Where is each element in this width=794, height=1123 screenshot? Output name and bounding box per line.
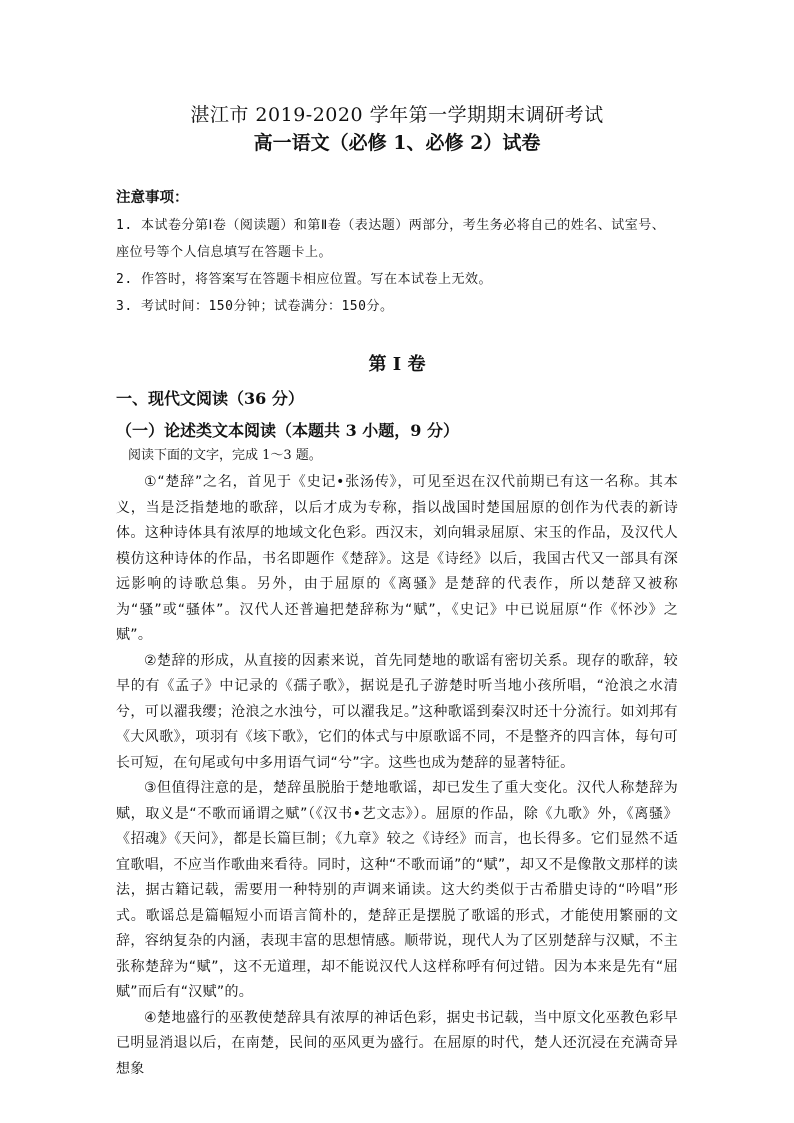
notice-heading: 注意事项：: [116, 189, 189, 206]
notice-item: 2. 作答时，将答案写在答题卡相应位置。写在本试卷上无效。: [116, 272, 492, 287]
section-heading: 一、现代文阅读（36 分）: [116, 389, 304, 408]
subsection-heading: （一）论述类文本阅读（本题共 3 小题，9 分）: [116, 421, 459, 440]
passage-paragraph: ③但值得注意的是，楚辞虽脱胎于楚地歌谣，却已发生了重大变化。汉代人称楚辞为赋，取义是“不歌而诵谓之赋”（《汉书•艺文志》）。屈原的作品，除《九歌》外，《离骚》《招魂》《天问》，都是长篇巨制；《九章》较之《诗经》而言，也长得多。它们显然不适宜歌唱，不应当作歌曲来看待。同时，这种“不歌而诵”的“赋”，却又不是像散文那样的读法，据古籍记载，需要用一种特别的声调来诵读。这大约类似于古希腊史诗的“吟唱”形式。歌谣总是篇幅短小而语言简朴的，楚辞正是摆脱了歌谣的形式，才能使用繁丽的文辞，容纳复杂的内涵，表现丰富的思想情感。顺带说，现代人为了区别楚辞与汉赋，不主张称楚辞为“赋”，这不无道理，却不能说汉代人这样称呼有何过错。因为本来是先有“屈赋”而后有“汉赋”的。: [116, 780, 678, 1000]
reading-passage: [116, 470, 678, 1082]
volume-title: 第 I 卷: [368, 354, 426, 375]
notice-list: [116, 212, 688, 320]
passage-paragraph: ④楚地盛行的巫教使楚辞具有浓厚的神话色彩，据史书记载，当中原文化巫教色彩早已明显消退以后，在南楚，民间的巫风更为盛行。在屈原的时代，楚人还沉浸在充满奇异想象: [116, 1009, 678, 1077]
reading-instruction: 阅读下面的文字，完成 1～3 题。: [128, 448, 322, 463]
notice-item: 1. 本试卷分第Ⅰ卷（阅读题）和第Ⅱ卷（表达题）两部分，考生务必将自己的姓名、试室号、: [116, 218, 666, 233]
notice-item: 座位号等个人信息填写在答题卡上。: [116, 245, 333, 260]
passage-paragraph: ②楚辞的形成，从直接的因素来说，首先同楚地的歌谣有密切关系。现存的歌辞，较早的有《孟子》中记录的《孺子歌》，据说是孔子游楚时听当地小孩所唱，“沧浪之水清兮，可以濯我缨；沧浪之水浊兮，可以濯我足。”这种歌谣到秦汉时还十分流行。如刘邦有《大风歌》，项羽有《垓下歌》，它们的体式与中原歌谣不同，不是整齐的四言体，每句可长可短，在句尾或句中多用语气词“兮”字。这些也成为楚辞的显著特征。: [116, 652, 678, 771]
exam-title: 湛江市 2019-2020 学年第一学期期末调研考试: [190, 104, 604, 126]
passage-paragraph: ①“楚辞”之名，首见于《史记•张汤传》，可见至迟在汉代前期已有这一名称。其本义，当是泛指楚地的歌辞，以后才成为专称，指以战国时楚国屈原的创作为代表的新诗体。这种诗体具有浓厚的地域文化色彩。西汉末，刘向辑录屈原、宋玉的作品，及汉代人模仿这种诗体的作品，书名即题作《楚辞》。这是《诗经》以后，我国古代又一部具有深远影响的诗歌总集。另外，由于屈原的《离骚》是楚辞的代表作，所以楚辞又被称为“骚”或“骚体”。汉代人还普遍把楚辞称为“赋”，《史记》中已说屈原“作《怀沙》之赋”。: [116, 474, 678, 643]
notice-item: 3. 考试时间：150分钟；试卷满分：150分。: [116, 299, 394, 314]
exam-subtitle: 高一语文（必修 1、必修 2）试卷: [253, 132, 541, 154]
